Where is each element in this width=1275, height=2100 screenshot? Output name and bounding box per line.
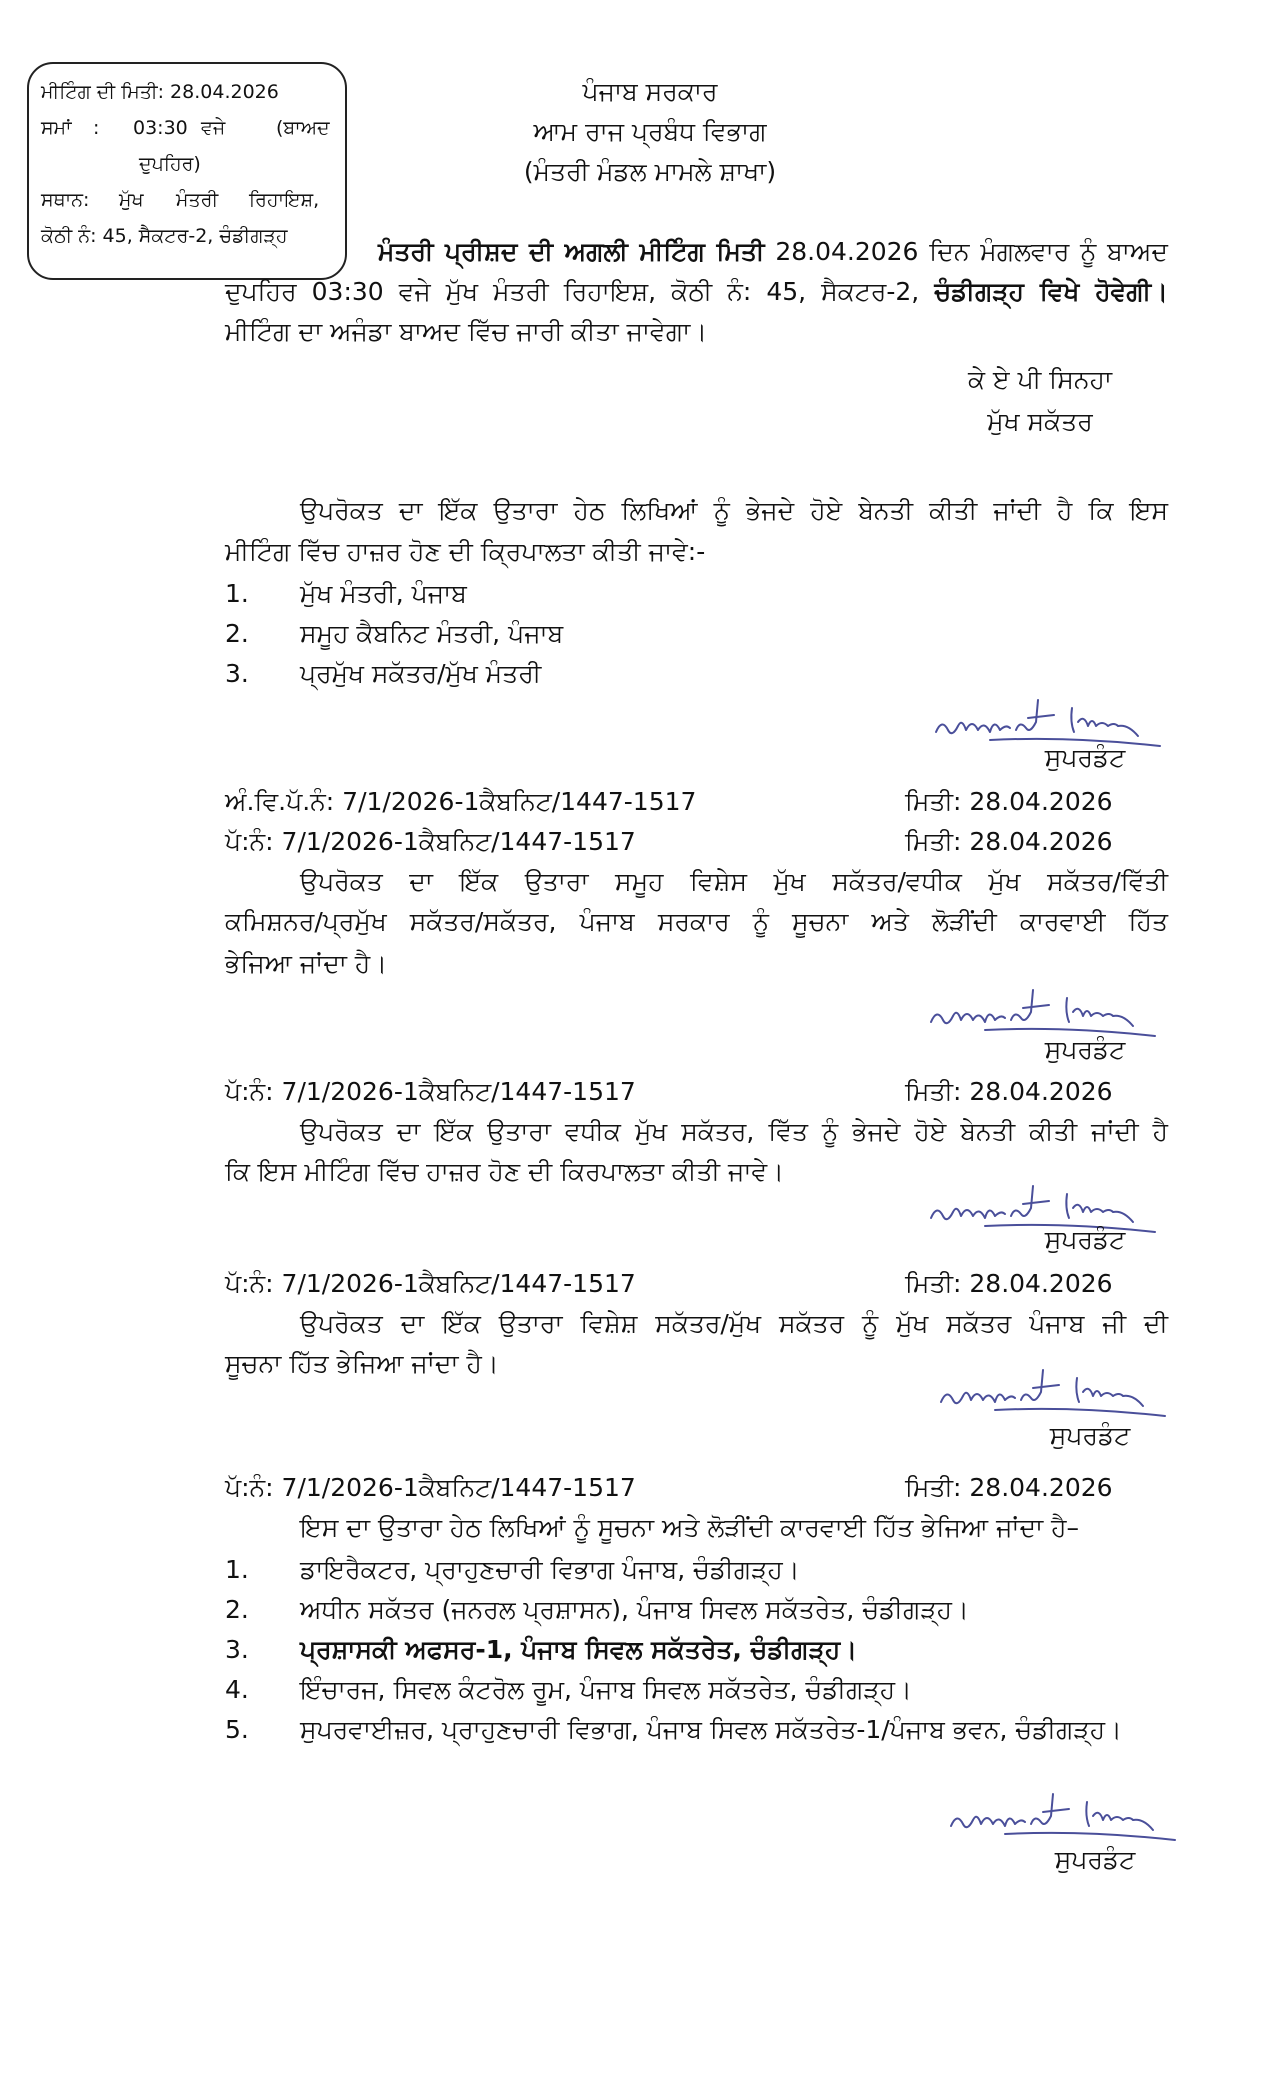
notice-meeting-title: ਮੰਤਰੀ ਪ੍ਰੀਸ਼ਦ ਦੀ ਅਗਲੀ ਮੀਟਿੰਗ ਮਿਤੀ	[378, 237, 765, 266]
reference-date: ਮਿਤੀ: 28.04.2026	[905, 1077, 1113, 1106]
list-item-text: ਮੁੱਖ ਮੰਤਰੀ, ਪੰਜਾਬ	[300, 579, 467, 608]
header-department: ਆਮ ਰਾਜ ਪ੍ਰਬੰਧ ਵਿਭਾਗ	[533, 117, 767, 146]
list-item-number: 1.	[225, 579, 249, 608]
superintendent-label: ਸੁਪਰਡੰਟ	[1044, 743, 1126, 772]
list-item-number: 2.	[225, 619, 249, 648]
section2-para-line-3: ਭੇਜਿਆ ਜਾਂਦਾ ਹੈ।	[225, 949, 388, 978]
meeting-date: ਮੀਟਿੰਗ ਦੀ ਮਿਤੀ: 28.04.2026	[41, 81, 279, 103]
header-government: ਪੰਜਾਬ ਸਰਕਾਰ	[582, 77, 718, 106]
meeting-time-label: ਸਮਾਂ	[41, 117, 72, 139]
list-item-text: ਸਮੂਹ ਕੈਬਨਿਟ ਮੰਤਰੀ, ਪੰਜਾਬ	[300, 619, 564, 648]
meeting-place-word3: ਰਿਹਾਇਸ਼,	[249, 189, 320, 211]
meeting-info-box	[27, 62, 347, 280]
meeting-time-value: 03:30	[133, 117, 188, 139]
meeting-time-after: (ਬਾਅਦ	[276, 117, 330, 139]
reference-date: ਮਿਤੀ: 28.04.2026	[905, 827, 1113, 856]
superintendent-label: ਸੁਪਰਡੰਟ	[1044, 1225, 1126, 1254]
meeting-time-afternoon: ਦੁਪਹਿਰ)	[139, 153, 201, 175]
list-item-text: ਡਾਇਰੈਕਟਰ, ਪ੍ਰਾਹੁਣਚਾਰੀ ਵਿਭਾਗ ਪੰਜਾਬ, ਚੰਡੀਗੜ੍ਹ।	[300, 1555, 800, 1584]
section2-para-line-1: ਉਪਰੋਕਤ ਦਾ ਇੱਕ ਉਤਾਰਾ ਸਮੂਹ ਵਿਸ਼ੇਸ ਮੁੱਖ ਸਕੱਤਰ/ਵਧੀਕ ਮੁੱਖ ਸਕੱਤਰ/ਵਿੱਤੀ	[300, 867, 1168, 896]
header-branch: (ਮੰਤਰੀ ਮੰਡਲ ਮਾਮਲੇ ਸ਼ਾਖਾ)	[523, 157, 777, 186]
reference-number: ਪੱ:ਨੰ: 7/1/2026-1ਕੈਬਨਿਟ/1447-1517	[225, 1269, 636, 1298]
meeting-time-colon: :	[93, 117, 100, 139]
superintendent-label: ਸੁਪਰਡੰਟ	[1054, 1845, 1136, 1874]
reference-date: ਮਿਤੀ: 28.04.2026	[905, 787, 1113, 816]
reference-number: ਅੰ.ਵਿ.ਪੱ.ਨੰ: 7/1/2026-1ਕੈਬਨਿਟ/1447-1517	[225, 787, 697, 816]
meeting-place-word2: ਮੰਤਰੀ	[176, 189, 219, 211]
meeting-place-address: ਕੋਠੀ ਨੰ: 45, ਸੈਕਟਰ-2, ਚੰਡੀਗੜ੍ਹ	[41, 225, 288, 247]
reference-number: ਪੱ:ਨੰ: 7/1/2026-1ਕੈਬਨਿਟ/1447-1517	[225, 1473, 636, 1502]
list-item-number: 3.	[225, 659, 249, 688]
superintendent-label: ਸੁਪਰਡੰਟ	[1044, 1035, 1126, 1064]
section5-intro: ਇਸ ਦਾ ਉਤਾਰਾ ਹੇਠ ਲਿਖਿਆਂ ਨੂੰ ਸੂਚਨਾ ਅਤੇ ਲੋੜੀਂਦੀ ਕਾਰਵਾਈ ਹਿੱਤ ਭੇਜਿਆ ਜਾਂਦਾ ਹੈ–	[300, 1513, 1079, 1542]
meeting-place-word1: ਮੁੱਖ	[119, 189, 144, 211]
section4-para-line-1: ਉਪਰੋਕਤ ਦਾ ਇੱਕ ਉਤਾਰਾ ਵਿਸ਼ੇਸ਼ ਸਕੱਤਰ/ਮੁੱਖ ਸਕੱਤਰ ਨੂੰ ਮੁੱਖ ਸਕੱਤਰ ਪੰਜਾਬ ਜੀ ਦੀ	[300, 1309, 1168, 1338]
list-item-text: ਸੁਪਰਵਾਈਜ਼ਰ, ਪ੍ਰਾਹੁਣਚਾਰੀ ਵਿਭਾਗ, ਪੰਜਾਬ ਸਿਵਲ ਸਕੱਤਰੇਤ-1/ਪੰਜਾਬ ਭਵਨ, ਚੰਡੀਗੜ੍ਹ।	[300, 1715, 1122, 1744]
list-item-text: ਪ੍ਰਸ਼ਾਸਕੀ ਅਫਸਰ-1, ਪੰਜਾਬ ਸਿਵਲ ਸਕੱਤਰੇਤ, ਚੰਡੀਗੜ੍ਹ।	[300, 1635, 858, 1664]
notice-date-text: 28.04.2026 ਦਿਨ ਮੰਗਲਵਾਰ ਨੂੰ ਬਾਅਦ	[775, 237, 1168, 266]
notice-line-2	[225, 272, 1168, 312]
reference-number: ਪੱ:ਨੰ: 7/1/2026-1ਕੈਬਨਿਟ/1447-1517	[225, 1077, 636, 1106]
list-item-text: ਇੰਚਾਰਜ, ਸਿਵਲ ਕੰਟਰੋਲ ਰੂਮ, ਪੰਜਾਬ ਸਿਵਲ ਸਕੱਤਰੇਤ, ਚੰਡੀਗੜ੍ਹ।	[300, 1675, 912, 1704]
notice-line-3: ਮੀਟਿੰਗ ਦਾ ਅਜੰਡਾ ਬਾਅਦ ਵਿੱਚ ਜਾਰੀ ਕੀਤਾ ਜਾਵੇਗਾ।	[225, 317, 708, 346]
list-item-number: 1.	[225, 1555, 249, 1584]
reference-number: ਪੱ:ਨੰ: 7/1/2026-1ਕੈਬਨਿਟ/1447-1517	[225, 827, 636, 856]
list-item-number: 4.	[225, 1675, 249, 1704]
list-item-text: ਅਧੀਨ ਸਕੱਤਰ (ਜਨਰਲ ਪ੍ਰਸ਼ਾਸਨ), ਪੰਜਾਬ ਸਿਵਲ ਸਕੱਤਰੇਤ, ਚੰਡੀਗੜ੍ਹ।	[300, 1595, 969, 1624]
section4-para-line-2: ਸੂਚਨਾ ਹਿੱਤ ਭੇਜਿਆ ਜਾਂਦਾ ਹੈ।	[225, 1349, 499, 1378]
notice-line-1	[378, 232, 1168, 272]
notice-venue-text: ਦੁਪਹਿਰ 03:30 ਵਜੇ ਮੁੱਖ ਮੰਤਰੀ ਰਿਹਾਇਸ਼, ਕੋਠੀ ਨੰ: 45, ਸੈਕਟਰ-2,	[225, 277, 920, 306]
list-item-number: 5.	[225, 1715, 249, 1744]
list-item-number: 2.	[225, 1595, 249, 1624]
section3-para-line-1: ਉਪਰੋਕਤ ਦਾ ਇੱਕ ਉਤਾਰਾ ਵਧੀਕ ਮੁੱਖ ਸਕੱਤਰ, ਵਿੱਤ ਨੂੰ ਭੇਜਦੇ ਹੋਏ ਬੇਨਤੀ ਕੀਤੀ ਜਾਂਦੀ ਹੈ	[300, 1117, 1168, 1146]
reference-date: ਮਿਤੀ: 28.04.2026	[905, 1269, 1113, 1298]
meeting-time-unit: ਵਜੇ	[201, 117, 226, 139]
superintendent-label: ਸੁਪਰਡੰਟ	[1049, 1421, 1131, 1450]
section1-intro-line-1: ਉਪਰੋਕਤ ਦਾ ਇੱਕ ਉਤਾਰਾ ਹੇਠ ਲਿਖਿਆਂ ਨੂੰ ਭੇਜਦੇ ਹੋਏ ਬੇਨਤੀ ਕੀਤੀ ਜਾਂਦੀ ਹੈ ਕਿ ਇਸ	[300, 496, 1168, 525]
section2-para-line-2: ਕਮਿਸ਼ਨਰ/ਪ੍ਰਮੁੱਖ ਸਕੱਤਰ/ਸਕੱਤਰ, ਪੰਜਾਬ ਸਰਕਾਰ ਨੂੰ ਸੂਚਨਾ ਅਤੇ ਲੋੜੀਂਦੀ ਕਾਰਵਾਈ ਹਿੱਤ	[225, 907, 1168, 936]
reference-date: ਮਿਤੀ: 28.04.2026	[905, 1473, 1113, 1502]
signature-image	[945, 1786, 1185, 1842]
list-item-text: ਪ੍ਰਮੁੱਖ ਸਕੱਤਰ/ਮੁੱਖ ਮੰਤਰੀ	[300, 659, 542, 688]
meeting-place-label: ਸਥਾਨ:	[41, 189, 90, 211]
notice-venue-city: ਚੰਡੀਗੜ੍ਹ ਵਿਖੇ ਹੋਵੇਗੀ।	[934, 277, 1169, 306]
section3-para-line-2: ਕਿ ਇਸ ਮੀਟਿੰਗ ਵਿੱਚ ਹਾਜ਼ਰ ਹੋਣ ਦੀ ਕਿਰਪਾਲਤਾ ਕੀਤੀ ਜਾਵੇ।	[225, 1157, 784, 1186]
section1-intro-line-2: ਮੀਟਿੰਗ ਵਿੱਚ ਹਾਜ਼ਰ ਹੋਣ ਦੀ ਕ੍ਰਿਪਾਲਤਾ ਕੀਤੀ ਜਾਵੇ:-	[225, 537, 706, 566]
list-item-number: 3.	[225, 1635, 249, 1664]
chief-secretary-name: ਕੇ ਏ ਪੀ ਸਿਨਹਾ	[968, 365, 1112, 394]
signature-image	[935, 1362, 1175, 1418]
chief-secretary-designation: ਮੁੱਖ ਸਕੱਤਰ	[987, 407, 1093, 436]
